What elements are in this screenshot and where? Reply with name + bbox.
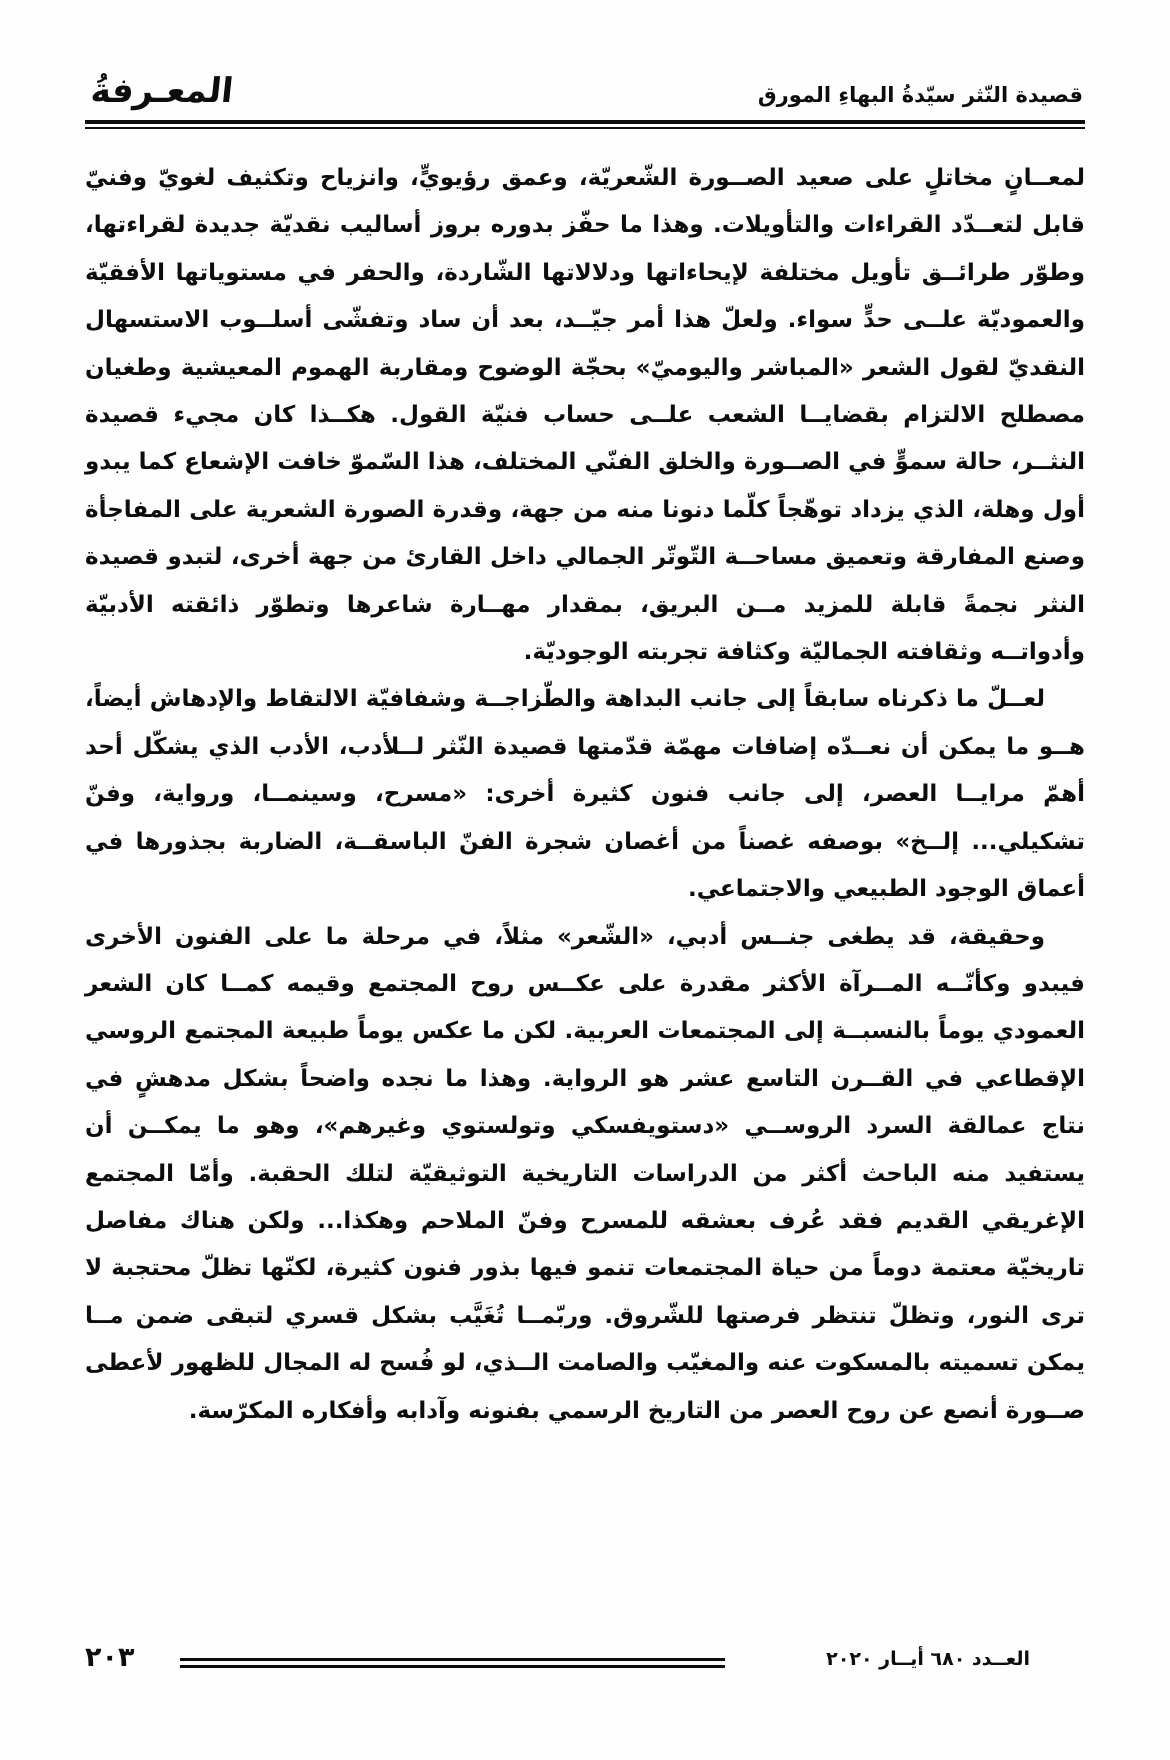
paragraph: لمعــانٍ مخاتلٍ على صعيد الصــورة الشّعريّة، وعمق رؤيويٍّ، وانزياح وتكثيف لغويّ وفنيّ قابل لتعــدّد القراءات والتأويلات. وهذا ما حفّز بدوره بروز أساليب نقديّة جديدة لقراءتها، وطوّر طرائــق تأويل مختلفة لإيحاءاتها ودلالاتها الشّاردة، والحفر في مستوياتها الأفقيّة والعموديّة علــى حدٍّ سواء. ولعلّ هذا أمر جيّــد، بعد أن ساد وتفشّى أسلــوب الاستسهال النقديّ لقول الشعر «المباشر واليوميّ» بحجّة الوضوح ومقاربة الهموم المعيشية وطغيان مصطلح الالتزام بقضايــا الشعب علــى حساب فنيّة القول. هكــذا كان مجيء قصيدة النثــر، حالة سموٍّ في الصــورة والخلق الفنّي المختلف، هذا السّموّ خافت الإشعاع كما يبدو أول وهلة، الذي يزداد توهّجاً كلّما دنونا منه من جهة، وقدرة الصورة الشعرية على المفاجأة وصنع المفارقة وتعميق مساحــة التّوتّر الجمالي داخل القارئ من جهة أخرى، لتبدو قصيدة النثر نجمةً قابلة للمزيد مــن البريق، بمقدار مهــارة شاعرها وتطوّر ذائقته الأدبيّة وأدواتــه وثقافته الجماليّة وكثافة تجربته الوجوديّة. [85, 165, 1085, 666]
footer-divider-top-line [180, 1658, 725, 1661]
article-title: قصيدة النّثر سيّدةُ البهاءِ المورق [757, 82, 1083, 107]
article-body [85, 155, 1085, 1435]
paragraph: لعــلّ ما ذكرناه سابقاً إلى جانب البداهة والطّزاجــة وشفافيّة الالتقاط والإدهاش أيضاً، هــو ما يمكن أن نعــدّه إضافات مهمّة قدّمتها قصيدة النّثر لــلأدب، الأدب الذي يشكّل أحد أهمّ مرايــا العصر، إلى جانب فنون كثيرة أخرى: «مسرح، وسينمــا، ورواية، وفنّ تشكيلي... إلــخ» بوصفه غصناً من أغصان شجرة الفنّ الباسقــة، الضاربة بجذورها في أعماق الوجود الطبيعي والاجتماعي. [85, 686, 1085, 903]
magazine-logo: المعـرفةُ [88, 71, 236, 111]
footer-divider-bottom-line [180, 1665, 725, 1668]
paragraph: وحقيقة، قد يطغى جنــس أدبي، «الشّعر» مثلاً، في مرحلة ما على الفنون الأخرى فيبدو وكأنّــه المــرآة الأكثر مقدرة على عكــس روح المجتمع وقيمه كمــا كان الشعر العمودي يوماً بالنسبــة إلى المجتمعات العربية. لكن ما عكس يوماً طبيعة المجتمع الروسي الإقطاعي في القــرن التاسع عشر هو الرواية. وهذا ما نجده واضحاً بشكل مدهشٍ في نتاج عمالقة السرد الروســي «دستويفسكي وتولستوي وغيرهم»، وهو ما يمكــن أن يستفيد منه الباحث أكثر من الدراسات التاريخية التوثيقيّة لتلك الحقبة. وأمّا المجتمع الإغريقي القديم فقد عُرف بعشقه للمسرح وفنّ الملاحم وهكذا... ولكن هناك مفاصل تاريخيّة معتمة دوماً من حياة المجتمعات تنمو فيها بذور فنون كثيرة، لكنّها تظلّ محتجبة لا ترى النور، وتظلّ تنتظر فرصتها للشّروق. وربّمــا تُغَيَّب بشكل قسري لتبقى ضمن مــا يمكن تسميته بالمسكوت عنه والمغيّب والصامت الــذي، لو فُسح له المجال للظهور لأعطى صــورة أنصع عن روح العصر من التاريخ الرسمي بفنونه وآدابه وأفكاره المكرّسة. [85, 923, 1085, 1424]
page-header [85, 46, 1085, 111]
footer-divider [180, 1658, 725, 1668]
page-footer [85, 1642, 1085, 1692]
issue-info: العــدد ٦٨٠ أيــار ٢٠٢٠ [826, 1648, 1030, 1670]
page-number: ٢٠٣ [85, 1642, 135, 1673]
header-divider-thick-line [85, 120, 1085, 124]
header-divider [85, 120, 1085, 129]
header-divider-thin-line [85, 127, 1085, 129]
page-content [85, 0, 1085, 1435]
